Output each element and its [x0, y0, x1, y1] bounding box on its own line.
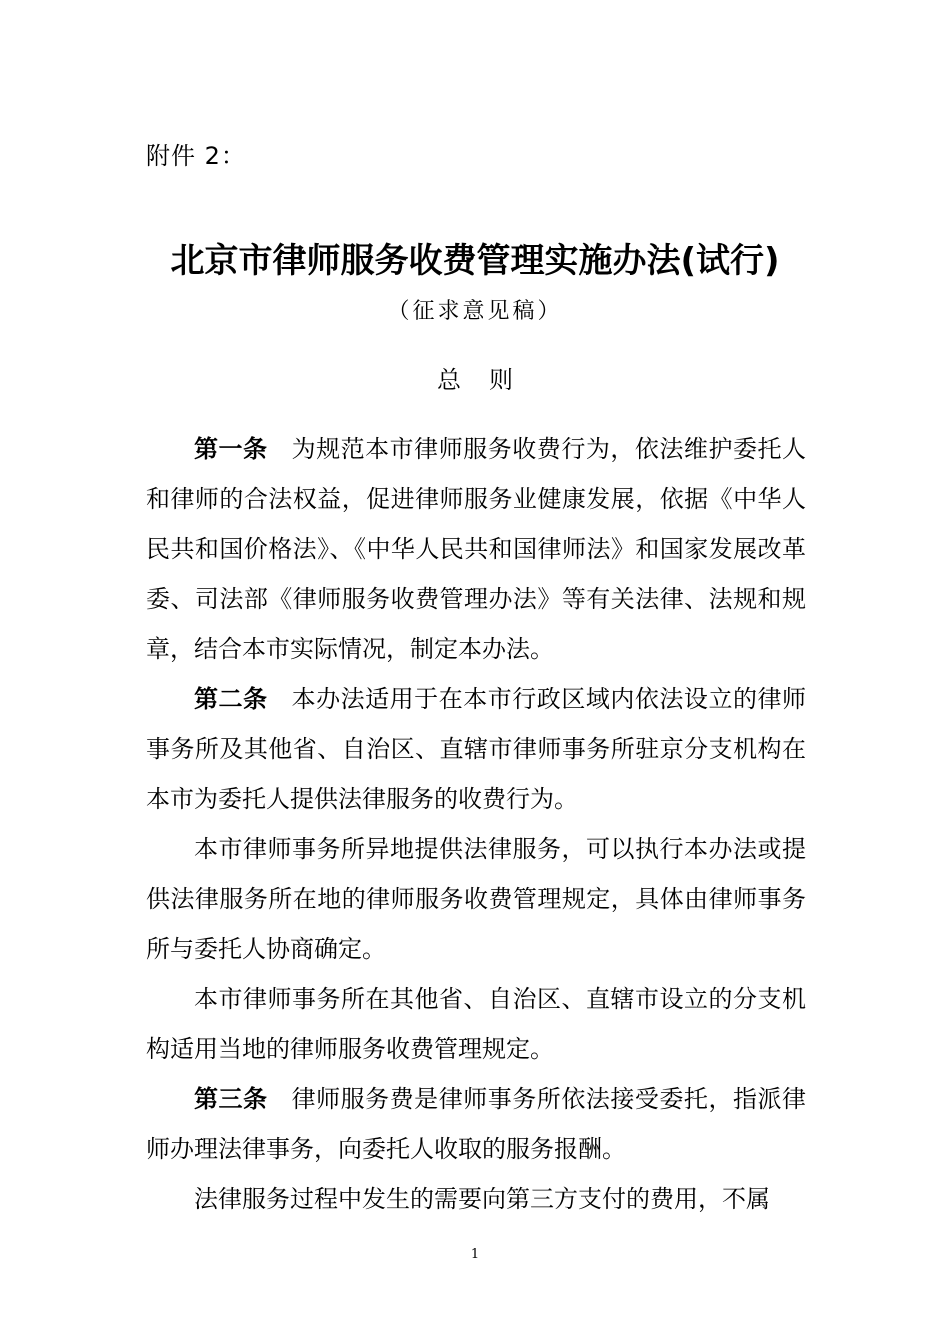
document-body — [146, 424, 806, 1224]
paragraph-article-2-clause-2 — [146, 824, 806, 974]
section-heading — [0, 364, 950, 396]
document-subtitle: （征求意见稿） — [387, 299, 563, 324]
paragraph-text: 为规范本市律师服务收费行为，依法维护委托人和律师的合法权益，促进律师服务业健康发展，依据《中华人民共和国价格法》、《中华人民共和国律师法》和国家发展改革委、司法部《律师服务收费管理办法》等有关法律、法规和规章，结合本市实际情况，制定本办法。 — [146, 435, 807, 663]
paragraph-text: 律师服务费是律师事务所依法接受委托，指派律师办理法律事务，向委托人收取的服务报酬。 — [146, 1085, 807, 1163]
attachment-label: 附件 2： — [146, 142, 246, 170]
paragraph-text: 法律服务过程中发生的需要向第三方支付的费用，不属 — [194, 1185, 770, 1213]
paragraph-article-3 — [146, 1074, 806, 1174]
paragraph-text: 本市律师事务所异地提供法律服务，可以执行本办法或提供法律服务所在地的律师服务收费管理规定，具体由律师事务所与委托人协商确定。 — [146, 835, 806, 963]
paragraph-article-2-clause-3 — [146, 974, 806, 1074]
article-number: 第一条 — [194, 435, 268, 463]
paragraph-article-1 — [146, 424, 806, 674]
article-number: 第三条 — [194, 1085, 268, 1113]
paragraph-article-2 — [146, 674, 806, 824]
section-heading-left: 总 — [437, 366, 461, 394]
section-heading-right: 则 — [489, 366, 513, 394]
page-number: 1 — [470, 1247, 480, 1262]
paragraph-article-3-clause-2 — [146, 1174, 806, 1224]
paragraph-text: 本市律师事务所在其他省、自治区、直辖市设立的分支机构适用当地的律师服务收费管理规定。 — [146, 985, 806, 1063]
article-number: 第二条 — [194, 685, 268, 713]
paragraph-text: 本办法适用于在本市行政区域内依法设立的律师事务所及其他省、自治区、直辖市律师事务所驻京分支机构在本市为委托人提供法律服务的收费行为。 — [146, 685, 807, 813]
document-title: 北京市律师服务收费管理实施办法(试行) — [170, 241, 780, 281]
